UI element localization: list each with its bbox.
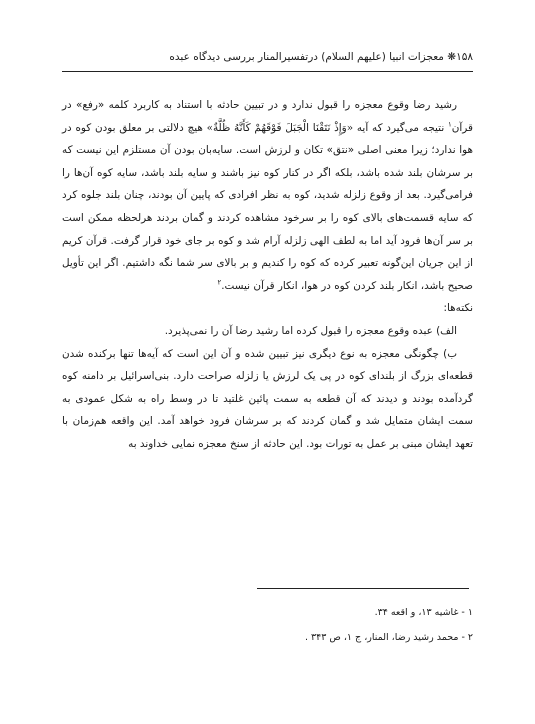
footnote-1: ۱ - غاشیه ۱۳، و اقعه ۳۴. [374, 607, 473, 618]
paragraph-alef: الف) عبده وقوع معجزه را قبول کرده اما رشید رضا آن را نمی‌پذیرد. [164, 324, 457, 337]
footnotes [62, 600, 473, 650]
footnote-ref-1: ۱ [448, 120, 452, 129]
paragraph-1-part-c: هیچ دلالتی بر معلق بودن کوه در هوا ندارد؛ زیرا معنی اصلی «نتق» تکان و لرزش است. سایه‌بان بودن آن مستلزم این نیست که بر سرشان بلند شده باشد، بلکه اگر در کنار کوه نیز باشند و سایه بلند باشد، سایه کوه آن‌ها را فرامی‌گیرد. بعد از وقوع زلزله شدید، کوه به نظر افرادی که پایین آن بودند، چنان بلند جلوه کرد که سایه قسمت‌های بالای کوه را بر سرخود مشاهده کردند و گمان بردند هرلحظه ممکن است بر سر آن‌ها فرود آید اما به لطف الهی زلزله آرام شد و کوه بر جای خود قرار گرفت. قرآن کریم از این جریان این‌گونه تعبیر کرده که کوه را کندیم و بر بالای سر شما نگه داشتیم. اگر این تأویل صحیح باشد، انکار بلند کردن کوه در هوا، انکار قرآن نیست. [62, 121, 473, 292]
notes-heading: نکته‌ها: [443, 302, 473, 315]
paragraph-1-part-b: نتیجه می‌گیرد که آیه [353, 121, 449, 134]
footnote-divider [257, 588, 469, 589]
header-title: ۱۵۸❋ معجزات انبيا (عليهم السلام) درتفسيرالمنار بررسی دیدگاه عبده [169, 51, 473, 63]
paragraph-1 [62, 94, 473, 297]
quran-verse: «وَإِذْ نَتَقْنَا الْجَبَلَ فَوْقَهُمْ كَأَنَّهُ ظُلَّةٌ» [206, 121, 354, 134]
footnote-ref-2: ۲ [217, 278, 222, 287]
header-divider [62, 71, 473, 72]
paragraph-1-part-a: رشید رضا وقوع معجزه را قبول ندارد و در تبیین حادثه با استناد به کاربرد کلمه «رفع» در قرآن [62, 99, 473, 134]
body-text [62, 94, 473, 456]
paragraph-be: ب) چگونگی معجزه به نوع دیگری نیز تبیین شده و آن این است که آیه‌ها تنها برکنده شدن قطعه‌ای بزرگ از بلندای کوه در پی یک لرزش یا زلزله صراحت دارد. بنی‌اسرائیل بر دامنه کوه گردآمده بودند و دیدند که آن قطعه به سمت پائین غلتید تا در وسط راه به شکل عمودی به سمت ایشان متمایل شد و گمان کردند که بر سرشان فرود خواهد آمد. این واقعه هم‌زمان با تعهد ایشان مبنی بر عمل به تورات بود. این حادثه از سنخ معجزه نمایی خداوند به [62, 347, 473, 450]
running-header [62, 50, 473, 64]
footnote-2: ۲ - محمد رشید رضا، المنار، ج ۱، ص ۳۴۳ . [304, 632, 473, 643]
